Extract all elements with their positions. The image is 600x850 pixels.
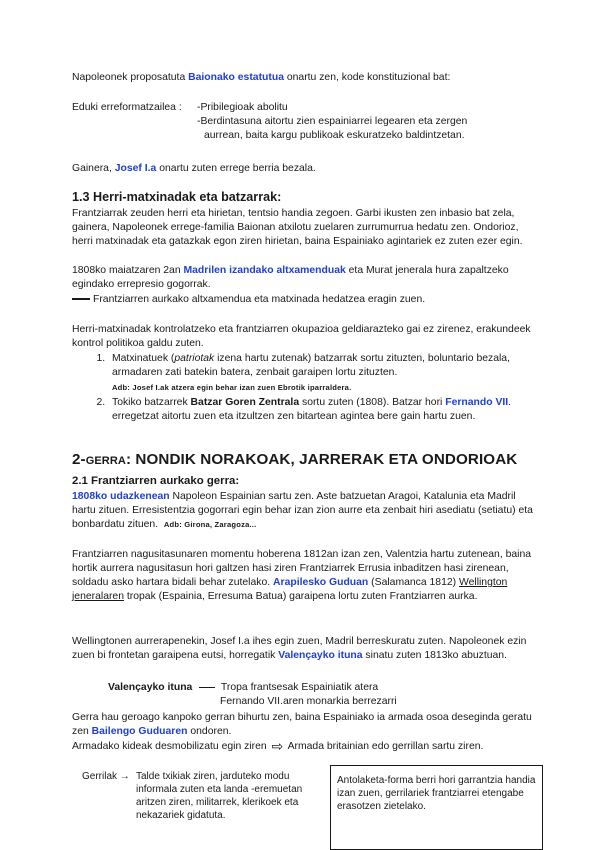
example-note: Adb: Girona, Zaragoza... bbox=[163, 520, 257, 529]
list-item: 1. Matxinatuek (patriotak izena hartu zutenak) batzarrak sortu zituzten, boluntario bezala, armadaren zati batekin batera, zenbait garaipen lortu zituzten. Adb: Josef I.ak atzera egin behar izan zuen Ebrotik iparraldera. bbox=[108, 352, 560, 395]
highlight-term: Bailengo Guduaren bbox=[91, 726, 188, 737]
section-paragraph bbox=[72, 264, 542, 292]
section-paragraph: Gerra hau geroago kanpoko gerran bihurtu zen, baina Espainiako ia armada osoa deseginda geratu zen Bailengo Guduaren ondoren. bbox=[72, 712, 532, 737]
arrow-icon bbox=[199, 687, 215, 688]
highlight-term: 1808ko udazkenean bbox=[72, 491, 170, 502]
content-item: aurrean, baita kargu publikoak eskuratzeko baldintzetan. bbox=[204, 130, 465, 141]
highlight-term: Madrilen izandako altxamenduak bbox=[183, 265, 346, 276]
section-paragraph: Frantziarrak zeuden herri eta hirietan, tentsio handia zegoen. Garbi ikusten zen inbasio bat zela, gainera, Napoleonek errege-familia Baionan atxilotu zuelaren zurrumurrua hedatu zen. Ondorioz, herri matxinadak eta gatazkak egon ziren hirietan, baina Espainiako agintariek ez zuten ezer egin. bbox=[72, 208, 523, 247]
highlight-term: Valençayko ituna bbox=[278, 650, 363, 661]
text: onartu zuten errege berria bezala. bbox=[156, 163, 316, 174]
arrow-consequence bbox=[72, 293, 542, 307]
handwritten-note: Gerrilak → Talde txikiak ziren, jarduteko modu informala zuten eta landa -eremuetan aritzen ziren, militarrek, klerikoek eta nekazariek gidatuta. bbox=[82, 771, 303, 821]
intro-paragraph-2 bbox=[72, 162, 542, 176]
section-paragraph: 1808ko udazkenean Napoleon Espainian sartu zen. Aste batzuetan Aragoi, Katalunia eta Madril hartu zituen. Erresistentzia gogorrari egin behar izan zion aurre eta zenbait hiri asediatu (setiatu) eta bonbardatu zituen. Adb: Girona, Zaragoza... bbox=[72, 491, 533, 530]
section-paragraph: Wellingtonen aurrerapenekin, Josef I.a ihes egin zuen, Madril berreskuratu zuten. Napoleonek ezin zuen bi frontetan garaipena eutsi, horregatik Valençayko ituna sinatu zuten 1813ko abuztuan. bbox=[72, 636, 527, 661]
text: Napoleonek proposatuta bbox=[72, 72, 189, 83]
sub-heading: 2.1 Frantziarren aurkako gerra: bbox=[72, 475, 240, 487]
highlight-term: Josef I.a bbox=[114, 163, 157, 174]
content-item: -Pribilegioak abolitu bbox=[197, 102, 288, 113]
text: 1808ko maiatzaren 2an bbox=[72, 265, 184, 276]
numbered-list bbox=[90, 352, 560, 424]
highlight-term: Baionako estatutua bbox=[188, 72, 284, 83]
hollow-arrow-icon: ⇨ bbox=[271, 738, 284, 755]
content-item: -Berdintasuna aitortu zien espainiarrei legearen eta zergen bbox=[197, 116, 468, 127]
content-list bbox=[72, 101, 542, 143]
treaty-label: Valençayko ituna bbox=[108, 682, 193, 693]
text: eta Murat jenerala hura zapaltzeko egindako errepresio gogorrak. bbox=[72, 265, 509, 290]
arrow-icon bbox=[72, 298, 90, 300]
arrow-right-icon: → bbox=[119, 771, 130, 782]
text: Gainera, bbox=[72, 163, 115, 174]
highlight-term: Arapilesko Guduan bbox=[273, 577, 369, 588]
list-item: 2. Tokiko batzarrek Batzar Goren Zentrala sortu zuten (1808). Batzar hori Fernando VII. erregetzat aitortu zuen eta itzultzen zen bitartean agintea bere gain hartu zuen. bbox=[108, 396, 560, 424]
section-paragraph: Frantziarren nagusitasunaren momentu hoberena 1812an izan zen, Valentzia hartu zutenean, baina hortik aurrera nagusitasun hori galtzen hasi ziren Frantziarrek Errusia inbaditzen hasi zirenean, soldadu asko hartara bidali behar zutelako. Arapilesko Guduan (Salamanca 1812) Wellington jeneralaren tropak (Espainia, Erresuma Batua) garaipena lortu zuten Frantziarren aurka. bbox=[72, 549, 532, 602]
underlined-term: Wellington jeneralaren bbox=[72, 577, 508, 602]
note-box: Antolaketa-forma berri hori garrantzia handia izan zuen, gerrilariek frantziarrei etengabe erasotzen zietelako. bbox=[330, 765, 543, 850]
intro-paragraph bbox=[72, 71, 542, 85]
treaty-summary: Valençayko ituna Tropa frantsesak Espainiatik atera Fernando VII.aren monarkia berrezarri bbox=[108, 682, 397, 707]
content-label: Eduki erreformatzailea : bbox=[72, 102, 182, 113]
chapter-heading: 2-GERRA: NONDIK NORAKOAK, JARRERAK ETA ONDORIOAK bbox=[72, 451, 518, 468]
section-heading: 1.3 Herri-matxinadak eta batzarrak: bbox=[72, 190, 282, 204]
section-paragraph: Armadako kideak desmobilizatu egin ziren ⇨ Armada britainian edo gerrillan sartu ziren. bbox=[72, 738, 484, 755]
text: Frantziarren aurkako altxamendua eta matxinada hedatzea eragin zuen. bbox=[93, 294, 426, 305]
note-label: Gerrilak → bbox=[82, 771, 130, 782]
section-paragraph: Herri-matxinadak kontrolatzeko eta frantziarren okupazioa geldiarazteko gai ez zirenez, erakundeek kontrol politikoa galdu zuten. bbox=[72, 324, 531, 349]
text: onartu zen, kode konstituzional bat: bbox=[283, 72, 451, 83]
example-note: Adb: Josef I.ak atzera egin behar izan zuen Ebrotik iparraldera. bbox=[112, 383, 352, 392]
